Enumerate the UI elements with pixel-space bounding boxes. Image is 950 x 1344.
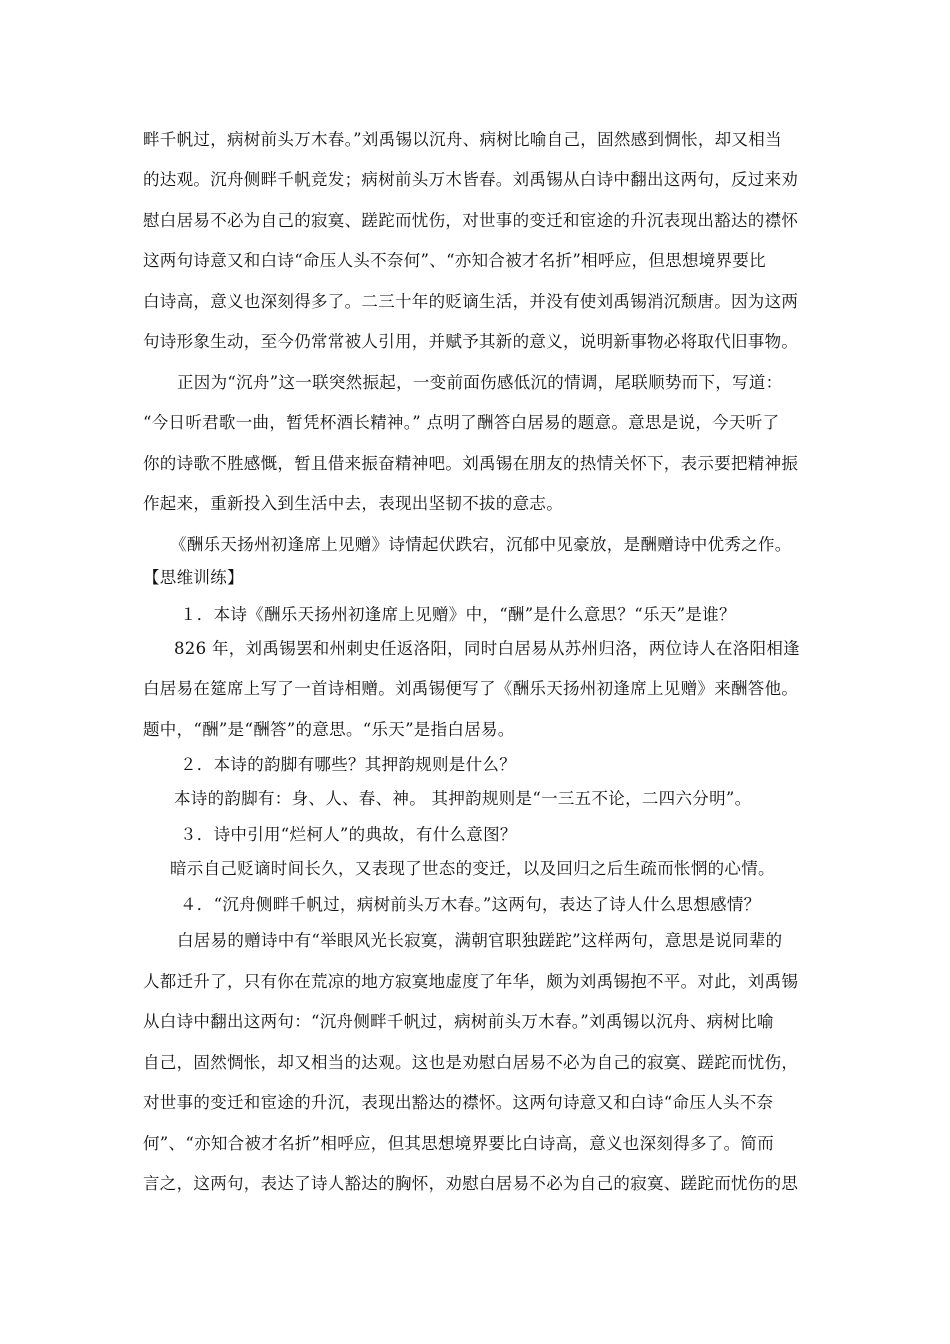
answer-4-line: 自己，固然惆怅，却又相当的达观。这也是劝慰白居易不必为自己的寂寞、蹉跎而忧伤，	[143, 1053, 799, 1072]
answer-2: 本诗的韵脚有：身、人、春、神。 其押韵规则是“一三五不论，二四六分明”。	[174, 789, 752, 808]
answer-4-line: 人都迁升了，只有你在荒凉的地方寂寞地虚度了年华，颇为刘禹锡抱不平。对此，刘禹锡	[143, 972, 799, 991]
answer-4-line: 从白诗中翻出这两句：“沉舟侧畔千帆过，病树前头万木春。”刘禹锡以沉舟、病树比喻	[143, 1012, 774, 1031]
question-4: ４．“沉舟侧畔千帆过，病树前头万木春。”这两句，表达了诗人什么思想感情？	[180, 895, 761, 914]
paragraph-line: 白诗高，意义也深刻得多了。二三十年的贬谪生活，并没有使刘禹锡消沉颓唐。因为这两	[143, 292, 799, 311]
paragraph-line: 作起来，重新投入到生活中去，表现出坚韧不拔的意志。	[143, 494, 563, 513]
answer-1-line: 题中，“酬”是“酬答”的意思。“乐天”是指白居易。	[143, 720, 515, 739]
question-3: ３．诗中引用“烂柯人”的典故，有什么意图？	[180, 825, 517, 844]
section-heading: 【思维训练】	[143, 568, 244, 587]
question-1: １．本诗《酬乐天扬州初逢席上见赠》中，“酬”是什么意思？“乐天”是谁？	[180, 605, 736, 624]
paragraph-line: 句诗形象生动，至今仍常常被人引用，并赋予其新的意义，说明新事物必将取代旧事物。	[143, 332, 799, 351]
paragraph-line: 正因为“沉舟”这一联突然振起，一变前面伤感低沉的情调，尾联顺势而下，写道：	[177, 373, 783, 392]
paragraph-line: 这两句诗意又和白诗“命压人头不奈何”、“亦知合被才名折”相呼应，但思想境界要比	[143, 251, 766, 270]
paragraph-line: 的达观。沉舟侧畔千帆竞发；病树前头万木皆春。刘禹锡从白诗中翻出这两句，反过来劝	[143, 170, 799, 189]
answer-3: 暗示自己贬谪时间长久，又表现了世态的变迁，以及回归之后生疏而怅惘的心情。	[170, 859, 775, 878]
answer-4-line: 言之，这两句，表达了诗人豁达的胸怀，劝慰白居易不必为自己的寂寞、蹉跎而忧伤的思	[143, 1174, 799, 1193]
answer-1-line: 826 年，刘禹锡罢和州刺史任返洛阳，同时白居易从苏州归洛，两位诗人在洛阳相逢	[174, 639, 800, 658]
paragraph-line: “今日听君歌一曲，暂凭杯酒长精神。” 点明了酬答白居易的题意。意思是说，今天听了	[143, 413, 780, 432]
paragraph-line: 畔千帆过，病树前头万木春。”刘禹锡以沉舟、病树比喻自己，固然感到惆怅，却又相当	[143, 130, 782, 149]
paragraph-line: 《酬乐天扬州初逢席上见赠》诗情起伏跌宕，沉郁中见豪放，是酬赠诗中优秀之作。	[170, 535, 792, 554]
paragraph-line: 你的诗歌不胜感慨，暂且借来振奋精神吧。刘禹锡在朋友的热情关怀下，表示要把精神振	[143, 454, 799, 473]
question-2: ２．本诗的韵脚有哪些？其押韵规则是什么？	[180, 755, 516, 774]
answer-4-line: 白居易的赠诗中有“举眼风光长寂寞，满朝官职独蹉跎”这样两句，意思是说同辈的	[177, 931, 783, 950]
answer-1-line: 白居易在筵席上写了一首诗相赠。刘禹锡便写了《酬乐天扬州初逢席上见赠》来酬答他。	[143, 679, 799, 698]
answer-4-line: 对世事的变迁和宦途的升沉，表现出豁达的襟怀。这两句诗意又和白诗“命压人头不奈	[143, 1093, 774, 1112]
answer-4-line: 何”、“亦知合被才名折”相呼应，但其思想境界要比白诗高，意义也深刻得多了。简而	[143, 1134, 775, 1153]
paragraph-line: 慰白居易不必为自己的寂寞、蹉跎而忧伤，对世事的变迁和宦途的升沉表现出豁达的襟怀	[143, 211, 799, 230]
